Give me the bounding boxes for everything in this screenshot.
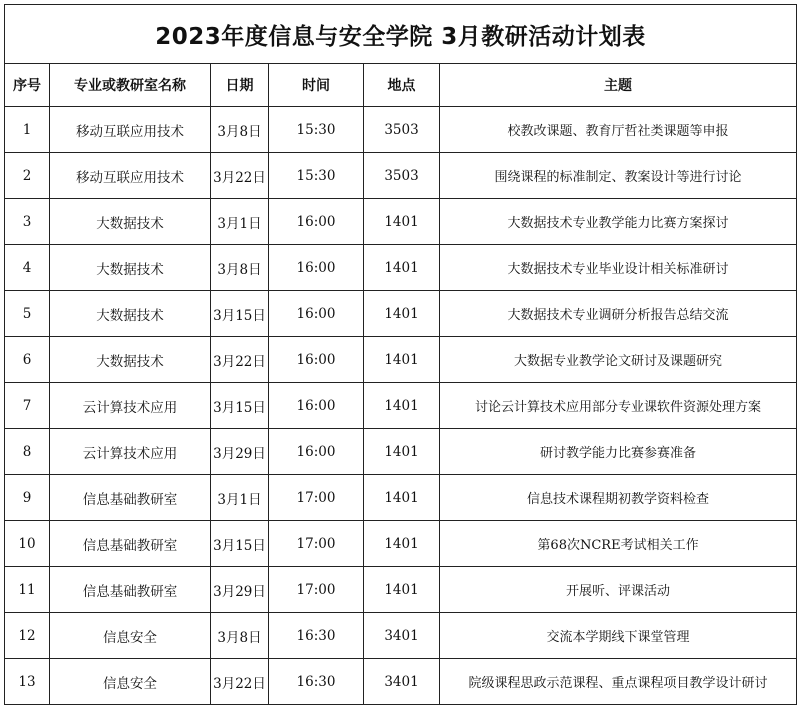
cell-date: 3月29日 xyxy=(211,567,269,613)
table-row xyxy=(5,429,797,475)
cell-seq: 5 xyxy=(5,291,50,337)
cell-date: 3月1日 xyxy=(211,475,269,521)
cell-place: 1401 xyxy=(364,199,440,245)
cell-dept: 大数据技术 xyxy=(50,199,211,245)
cell-topic: 交流本学期线下课堂管理 xyxy=(440,613,797,659)
cell-place: 1401 xyxy=(364,475,440,521)
cell-time: 17:00 xyxy=(269,567,364,613)
cell-dept: 信息安全 xyxy=(50,613,211,659)
cell-place: 1401 xyxy=(364,337,440,383)
cell-time: 15:30 xyxy=(269,153,364,199)
table-row xyxy=(5,199,797,245)
cell-dept: 信息基础教研室 xyxy=(50,567,211,613)
cell-date: 3月29日 xyxy=(211,429,269,475)
table-row xyxy=(5,153,797,199)
cell-dept: 信息安全 xyxy=(50,659,211,705)
table-row xyxy=(5,291,797,337)
cell-topic: 讨论云计算技术应用部分专业课软件资源处理方案 xyxy=(440,383,797,429)
cell-time: 16:00 xyxy=(269,199,364,245)
table-row xyxy=(5,613,797,659)
cell-topic: 信息技术课程期初教学资料检查 xyxy=(440,475,797,521)
cell-time: 16:00 xyxy=(269,429,364,475)
cell-date: 3月22日 xyxy=(211,337,269,383)
cell-date: 3月22日 xyxy=(211,659,269,705)
cell-topic: 第68次NCRE考试相关工作 xyxy=(440,521,797,567)
cell-place: 1401 xyxy=(364,291,440,337)
title-row xyxy=(5,5,797,64)
cell-topic: 开展听、评课活动 xyxy=(440,567,797,613)
cell-dept: 大数据技术 xyxy=(50,291,211,337)
cell-topic: 大数据技术专业教学能力比赛方案探讨 xyxy=(440,199,797,245)
cell-topic: 研讨教学能力比赛参赛准备 xyxy=(440,429,797,475)
cell-time: 16:00 xyxy=(269,245,364,291)
cell-topic: 大数据技术专业调研分析报告总结交流 xyxy=(440,291,797,337)
cell-place: 1401 xyxy=(364,521,440,567)
cell-seq: 12 xyxy=(5,613,50,659)
cell-date: 3月22日 xyxy=(211,153,269,199)
header-dept: 专业或教研室名称 xyxy=(50,64,211,107)
cell-date: 3月15日 xyxy=(211,383,269,429)
cell-date: 3月1日 xyxy=(211,199,269,245)
cell-time: 16:00 xyxy=(269,383,364,429)
table-row xyxy=(5,659,797,705)
cell-time: 17:00 xyxy=(269,521,364,567)
cell-time: 17:00 xyxy=(269,475,364,521)
schedule-table xyxy=(4,4,797,705)
cell-dept: 大数据技术 xyxy=(50,337,211,383)
cell-place: 3401 xyxy=(364,659,440,705)
header-row xyxy=(5,64,797,107)
cell-seq: 13 xyxy=(5,659,50,705)
header-seq: 序号 xyxy=(5,64,50,107)
cell-place: 1401 xyxy=(364,429,440,475)
cell-seq: 11 xyxy=(5,567,50,613)
cell-date: 3月8日 xyxy=(211,613,269,659)
cell-place: 3401 xyxy=(364,613,440,659)
cell-date: 3月8日 xyxy=(211,245,269,291)
cell-place: 3503 xyxy=(364,107,440,153)
cell-time: 16:00 xyxy=(269,291,364,337)
cell-dept: 大数据技术 xyxy=(50,245,211,291)
cell-seq: 8 xyxy=(5,429,50,475)
cell-place: 3503 xyxy=(364,153,440,199)
cell-topic: 大数据专业教学论文研讨及课题研究 xyxy=(440,337,797,383)
header-time: 时间 xyxy=(269,64,364,107)
page-title: 2023年度信息与安全学院 3月教研活动计划表 xyxy=(5,5,797,64)
cell-time: 16:30 xyxy=(269,613,364,659)
table-row xyxy=(5,337,797,383)
cell-dept: 信息基础教研室 xyxy=(50,521,211,567)
cell-date: 3月8日 xyxy=(211,107,269,153)
cell-place: 1401 xyxy=(364,383,440,429)
header-place: 地点 xyxy=(364,64,440,107)
cell-time: 16:30 xyxy=(269,659,364,705)
cell-place: 1401 xyxy=(364,567,440,613)
cell-seq: 7 xyxy=(5,383,50,429)
cell-seq: 3 xyxy=(5,199,50,245)
cell-time: 16:00 xyxy=(269,337,364,383)
cell-date: 3月15日 xyxy=(211,521,269,567)
table-row xyxy=(5,107,797,153)
cell-seq: 6 xyxy=(5,337,50,383)
cell-seq: 1 xyxy=(5,107,50,153)
cell-topic: 校教改课题、教育厅哲社类课题等申报 xyxy=(440,107,797,153)
cell-seq: 9 xyxy=(5,475,50,521)
cell-topic: 大数据技术专业毕业设计相关标准研讨 xyxy=(440,245,797,291)
header-topic: 主题 xyxy=(440,64,797,107)
cell-seq: 10 xyxy=(5,521,50,567)
cell-topic: 院级课程思政示范课程、重点课程项目教学设计研讨 xyxy=(440,659,797,705)
cell-dept: 移动互联应用技术 xyxy=(50,153,211,199)
cell-dept: 信息基础教研室 xyxy=(50,475,211,521)
cell-date: 3月15日 xyxy=(211,291,269,337)
table-row xyxy=(5,567,797,613)
cell-dept: 云计算技术应用 xyxy=(50,429,211,475)
table-row xyxy=(5,521,797,567)
table-row xyxy=(5,475,797,521)
header-date: 日期 xyxy=(211,64,269,107)
cell-topic: 围绕课程的标准制定、教案设计等进行讨论 xyxy=(440,153,797,199)
cell-place: 1401 xyxy=(364,245,440,291)
cell-dept: 云计算技术应用 xyxy=(50,383,211,429)
cell-dept: 移动互联应用技术 xyxy=(50,107,211,153)
table-row xyxy=(5,383,797,429)
cell-seq: 2 xyxy=(5,153,50,199)
table-row xyxy=(5,245,797,291)
cell-seq: 4 xyxy=(5,245,50,291)
cell-time: 15:30 xyxy=(269,107,364,153)
